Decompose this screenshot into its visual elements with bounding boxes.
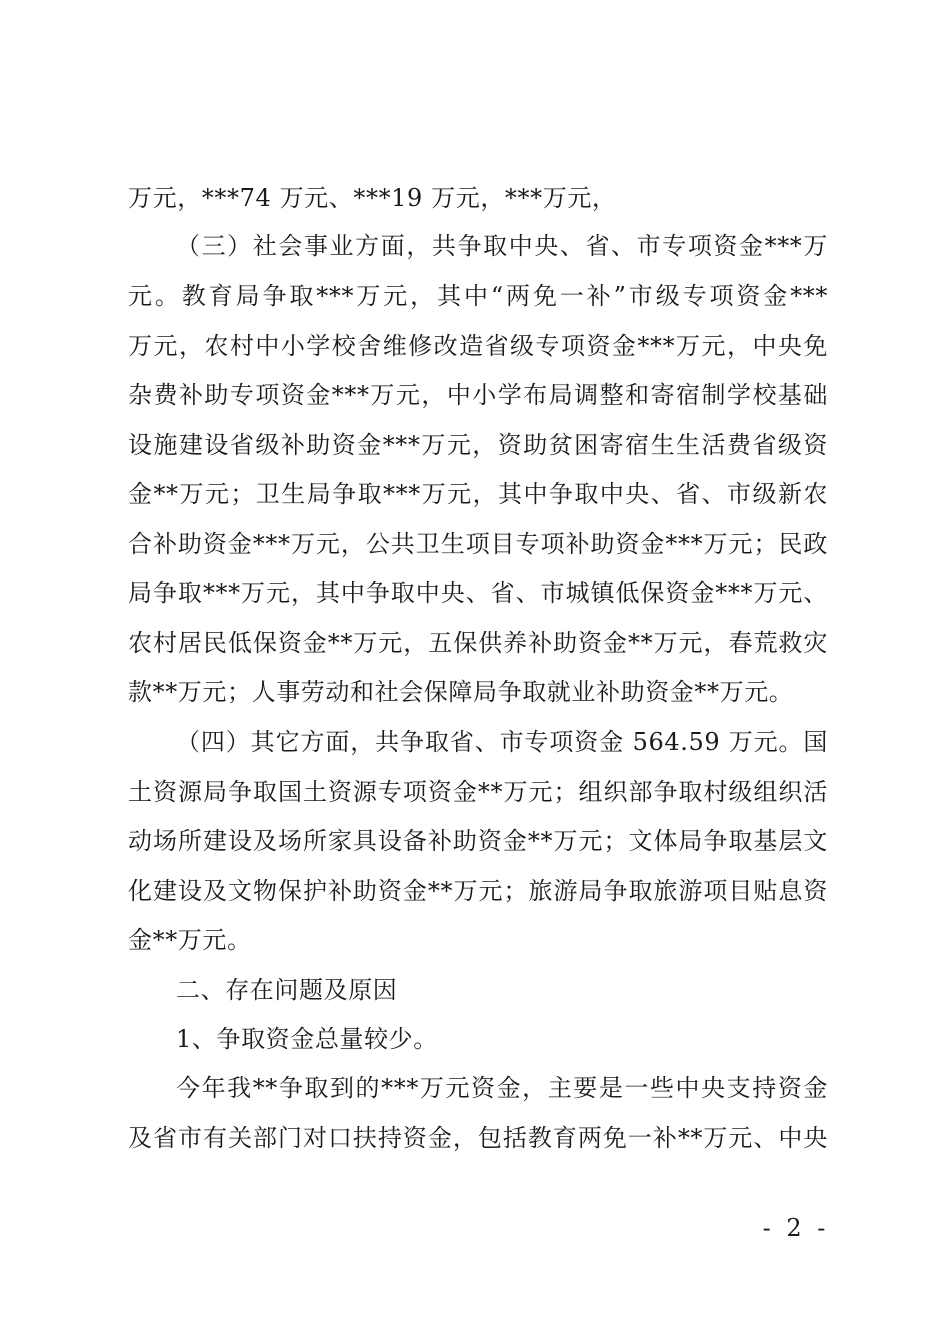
text-line: 农村居民低保资金**万元，五保供养补助资金**万元，春荒救灾 bbox=[128, 629, 828, 657]
section-heading: 二、存在问题及原因 bbox=[176, 976, 398, 1004]
text-line: 金**万元；卫生局争取***万元，其中争取中央、省、市级新农 bbox=[128, 480, 828, 508]
text-line: 杂费补助专项资金***万元，中小学布局调整和寄宿制学校基础 bbox=[128, 381, 828, 409]
text-line: 金**万元。 bbox=[128, 926, 252, 954]
text-line: 化建设及文物保护补助资金**万元；旅游局争取旅游项目贴息资 bbox=[128, 877, 828, 905]
text-line: 款**万元；人事劳动和社会保障局争取就业补助资金**万元。 bbox=[128, 678, 794, 706]
text-line: 局争取***万元，其中争取中央、省、市城镇低保资金***万元、 bbox=[128, 579, 828, 607]
text-line: 土资源局争取国土资源专项资金**万元；组织部争取村级组织活 bbox=[128, 778, 828, 806]
text-line: 今年我**争取到的***万元资金，主要是一些中央支持资金 bbox=[176, 1074, 828, 1102]
text-line: 设施建设省级补助资金***万元，资助贫困寄宿生生活费省级资 bbox=[128, 431, 828, 459]
text-line: 动场所建设及场所家具设备补助资金**万元；文体局争取基层文 bbox=[128, 827, 828, 855]
text-line: 万元，农村中小学校舍维修改造省级专项资金***万元，中央免 bbox=[128, 332, 828, 360]
text-line: 元。教育局争取***万元，其中“两免一补”市级专项资金*** bbox=[128, 282, 828, 310]
subsection-heading: 1、争取资金总量较少。 bbox=[176, 1025, 438, 1053]
text-line: 合补助资金***万元，公共卫生项目专项补助资金***万元；民政 bbox=[128, 530, 828, 558]
text-line: 万元，***74 万元、***19 万元，***万元， bbox=[128, 184, 617, 212]
page-number: - 2 - bbox=[762, 1214, 830, 1242]
text-line: 及省市有关部门对口扶持资金，包括教育两免一补**万元、中央 bbox=[128, 1124, 828, 1152]
text-line: （四）其它方面，共争取省、市专项资金 564.59 万元。国 bbox=[176, 728, 828, 756]
text-line: （三）社会事业方面，共争取中央、省、市专项资金***万 bbox=[176, 232, 828, 260]
